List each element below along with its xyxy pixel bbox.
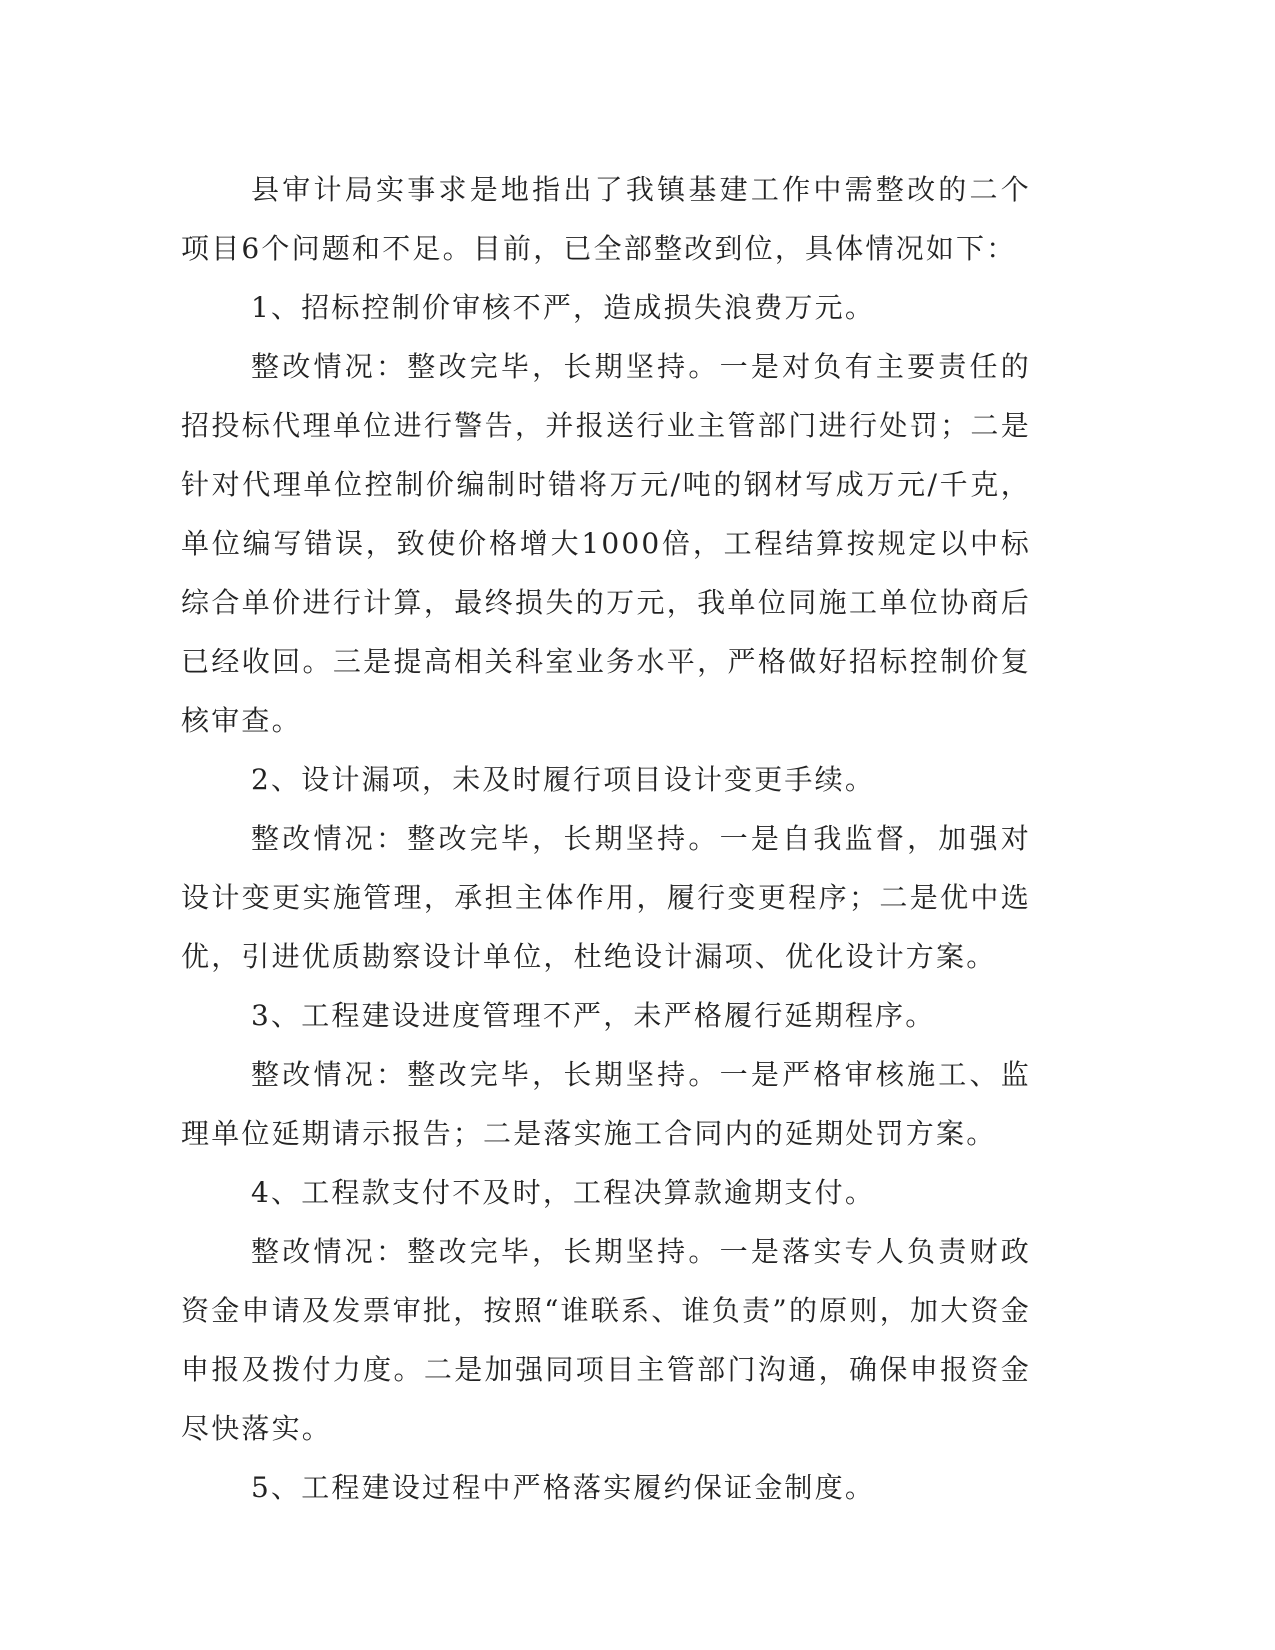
paragraph-rectification-4: 整改情况：整改完毕，长期坚持。一是落实专人负责财政资金申请及发票审批，按照“谁联系、谁负责”的原则，加大资金申报及拨付力度。二是加强同项目主管部门沟通，确保申报资金尽快落实。	[181, 1235, 1031, 1445]
paragraph-rectification-2: 整改情况：整改完毕，长期坚持。一是自我监督，加强对设计变更实施管理，承担主体作用，履行变更程序；二是优中选优，引进优质勘察设计单位，杜绝设计漏项、优化设计方案。	[181, 822, 1031, 973]
paragraph-issue-4: 4、工程款支付不及时，工程决算款逾期支付。	[251, 1176, 876, 1209]
paragraph-issue-2: 2、设计漏项，未及时履行项目设计变更手续。	[251, 763, 876, 796]
paragraph-rectification-1: 整改情况：整改完毕，长期坚持。一是对负有主要责任的招投标代理单位进行警告，并报送行业主管部门进行处罚；二是针对代理单位控制价编制时错将万元/吨的钢材写成万元/千克，单位编写错误，致使价格增大1000倍，工程结算按规定以中标综合单价进行计算，最终损失的万元，我单位同施工单位协商后已经收回。三是提高相关科室业务水平，严格做好招标控制价复核审查。	[181, 350, 1031, 737]
paragraph-issue-1: 1、招标控制价审核不严，造成损失浪费万元。	[251, 291, 876, 324]
paragraph-rectification-3: 整改情况：整改完毕，长期坚持。一是严格审核施工、监理单位延期请示报告；二是落实施工合同内的延期处罚方案。	[181, 1058, 1031, 1150]
paragraph-intro: 县审计局实事求是地指出了我镇基建工作中需整改的二个项目6个问题和不足。目前，已全部整改到位，具体情况如下：	[181, 173, 1031, 265]
paragraph-issue-5: 5、工程建设过程中严格落实履约保证金制度。	[251, 1471, 876, 1504]
document-body	[181, 160, 1031, 1517]
paragraph-issue-3: 3、工程建设进度管理不严，未严格履行延期程序。	[251, 999, 936, 1032]
